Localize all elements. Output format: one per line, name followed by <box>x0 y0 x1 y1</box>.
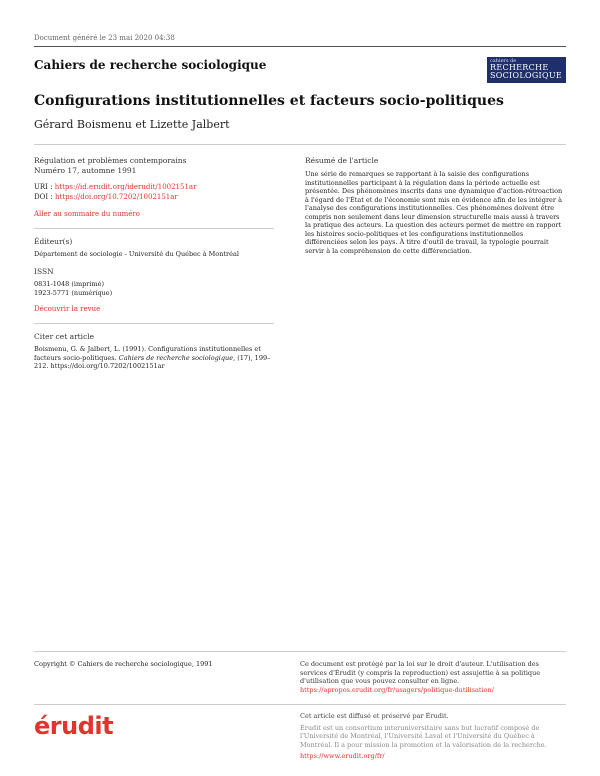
metadata-column <box>34 156 274 371</box>
journal-logo <box>487 57 566 83</box>
uri-link[interactable]: https://id.erudit.org/iderudit/1002151ar <box>54 183 197 191</box>
erudit-logo: érudit <box>34 712 114 740</box>
divider <box>34 228 274 229</box>
issn-label: ISSN <box>34 266 54 276</box>
generation-date: Document généré le 23 mai 2020 04:38 <box>34 34 175 42</box>
citation-text-1: Boismenu, G. & Jalbert, L. (1991). Configurations institutionnelles et facteurs socio-politiques. <box>34 345 261 362</box>
abstract-text: Une série de remarques se rapportant à la saisie des configurations institutionnelles participant à la régulation dans la période actuelle est présentée. Des phénomènes inscrits dans une dynamique d'action-rétroaction à l'égard de l'État et de l'économie sont mis en évidence afin de les intégrer à l'analyse des configurations institutionnelles. Ces phénomènes doivent être compris non seulement dans leur dimension structurelle mais aussi à travers la pratique des acteurs. La question des acteurs permet de mettre en rapport les histoires socio-politiques et les configurations institutionnelles différenciées selon les pays. À titre d'outil de travail, la typologie pourrait servir à la compréhension de cette différenciation. <box>305 170 563 255</box>
toc-link[interactable]: Aller au sommaire du numéro <box>34 210 140 218</box>
rights-text: Ce document est protégé par la loi sur le droit d'auteur. L'utilisation des services d'Érudit (y compris la reproduction) est assujettie à sa politique d'utilisation que vous pouvez consulter en ligne. <box>300 660 541 685</box>
issn-digital: 1923-5771 (numérique) <box>34 288 113 297</box>
footer-rule <box>34 651 566 652</box>
citation-text-2: , (17), 199–212. https://doi.org/10.7202/1002151ar <box>34 353 271 370</box>
divider <box>34 323 274 324</box>
citation <box>34 345 274 371</box>
logo-line-2: RECHERCHE <box>490 63 549 72</box>
uri-line <box>34 183 274 193</box>
journal-name: Cahiers de recherche sociologique <box>34 58 267 72</box>
usage-policy-link[interactable]: https://apropos.erudit.org/fr/usagers/politique-dutilisation/ <box>300 685 494 694</box>
abstract-label: Résumé de l'article <box>305 156 379 165</box>
citation-journal: Cahiers de recherche sociologique <box>118 353 234 362</box>
issue-number: Numéro 17, automne 1991 <box>34 165 137 175</box>
doi-line <box>34 193 274 203</box>
rights-notice <box>300 660 566 694</box>
issn-print: 0831-1048 (imprimé) <box>34 280 105 288</box>
logo-line-3: SOCIOLOGIQUE <box>490 71 563 80</box>
erudit-link[interactable]: https://www.erudit.org/fr/ <box>300 752 385 760</box>
copyright: Copyright © Cahiers de recherche sociologique, 1991 <box>34 660 213 668</box>
doi-label: DOI : <box>34 192 55 201</box>
discover-journal-link[interactable]: Découvrir la revue <box>34 305 101 313</box>
erudit-heading: Cet article est diffusé et préservé par Érudit. <box>300 712 449 720</box>
logo-line-1: cahiers de <box>490 58 517 64</box>
article-title: Configurations institutionnelles et facteurs socio-politiques <box>34 93 504 109</box>
erudit-description: Érudit est un consortium interuniversitaire sans but lucratif composé de l'Université de Montréal, l'Université Laval et l'Université du Québec à Montréal. Il a pour mission la promotion et la valorisation de la recherche. <box>300 723 547 749</box>
issue-theme: Régulation et problèmes contemporains <box>34 156 187 165</box>
article-authors: Gérard Boismenu et Lizette Jalbert <box>34 118 230 131</box>
title-rule <box>34 144 566 145</box>
cite-label: Citer cet article <box>34 331 95 341</box>
doi-link[interactable]: https://doi.org/10.7202/1002151ar <box>54 192 178 201</box>
publisher-value: Département de sociologie - Université du Québec à Montréal <box>34 250 239 258</box>
uri-label: URI : <box>34 183 55 191</box>
abstract-column <box>305 156 567 255</box>
header-rule <box>34 46 566 47</box>
footer-rule-2 <box>34 704 566 705</box>
erudit-notice <box>300 712 566 761</box>
publisher-label: Éditeur(s) <box>34 236 73 246</box>
